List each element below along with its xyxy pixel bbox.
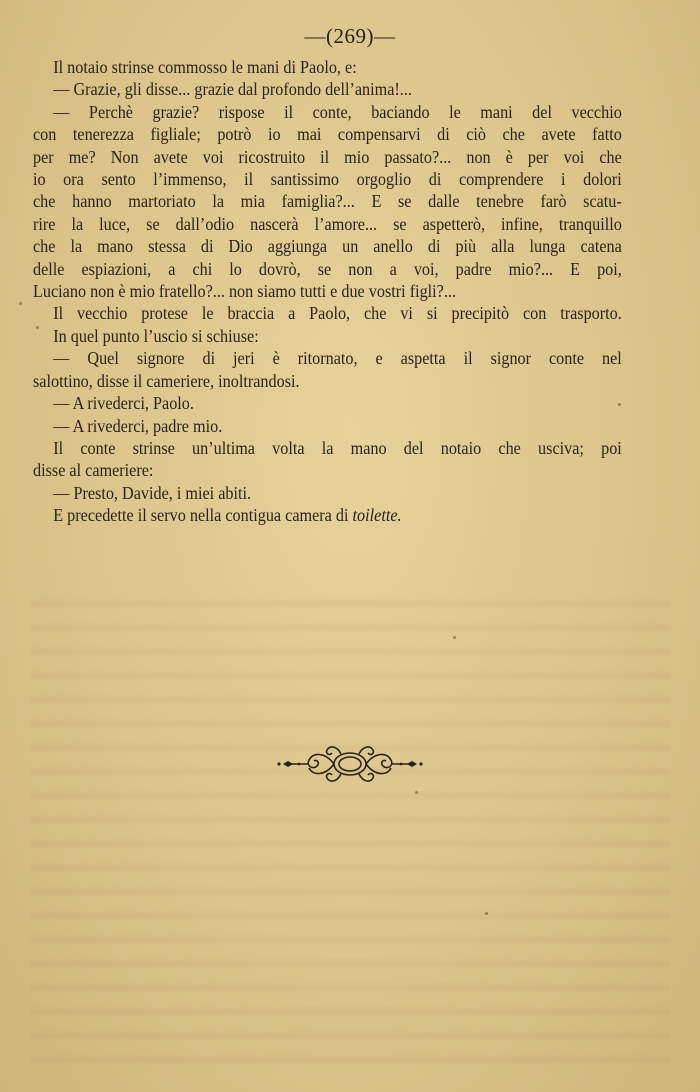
text-line: — Quel signore di jeri è ritornato, e aspetta il signor conte nel [53,348,622,369]
text-line: — Perchè grazie? rispose il conte, baciando le mani del vecchio [53,101,622,122]
text-line: — Presto, Davide, i miei abiti. [53,482,252,503]
paper-speck [415,791,418,794]
ornament-divider [275,742,425,786]
text-line: che hanno martoriato la mia famiglia?... E se dalle tenebre farò scatu- [33,191,622,212]
text-line: Luciano non è mio fratello?... non siamo tutti e due vostri figli?... [33,281,456,302]
body-text [33,56,622,527]
text-line: Il notaio strinse commosso le mani di Paolo, e: [53,57,357,77]
text-line: Il conte strinse un’ultima volta la mano del notaio che usciva; poi [53,437,622,458]
italic-word: toilette. [352,505,402,526]
text-line: — A rivederci, padre mio. [53,415,223,436]
text-run: E precedette il servo nella contigua camera di [53,505,353,526]
text-line: disse al cameriere: [33,460,154,481]
text-line: rire la luce, se dall’odio nascerà l’amore... se aspetterò, infine, tranquillo [33,213,622,234]
text-line: delle espiazioni, a chi lo dovrò, se non a voi, padre mio?... E poi, [33,258,622,279]
paper-speck [19,302,22,305]
show-through-text [30,585,670,1072]
paper-speck [618,403,621,406]
paper-speck [485,912,488,915]
paper-speck [36,326,39,329]
text-line: con tenerezza figliale; potrò io mai compensarvi di ciò che avete fatto [33,124,622,145]
paper-speck [453,636,456,639]
text-line: In quel punto l’uscio si schiuse: [53,325,259,346]
text-line: — A rivederci, Paolo. [53,393,194,414]
page-number: —(269)— [304,24,396,48]
text-line: io ora sento l’immenso, il santissimo orgoglio di comprendere i dolori [33,169,622,190]
text-line: che la mano stessa di Dio aggiunga un anello di più alla lunga catena [33,236,622,257]
text-line: salottino, disse il cameriere, inoltrandosi. [33,370,300,391]
text-line-final [33,504,622,526]
text-line: per me? Non avete voi ricostruito il mio passato?... non è per voi che [33,146,622,167]
text-line: Il vecchio protese le braccia a Paolo, che vi si precipitò con trasporto. [53,303,622,324]
text-line: — Grazie, gli disse... grazie dal profondo dell’anima!... [53,79,412,100]
